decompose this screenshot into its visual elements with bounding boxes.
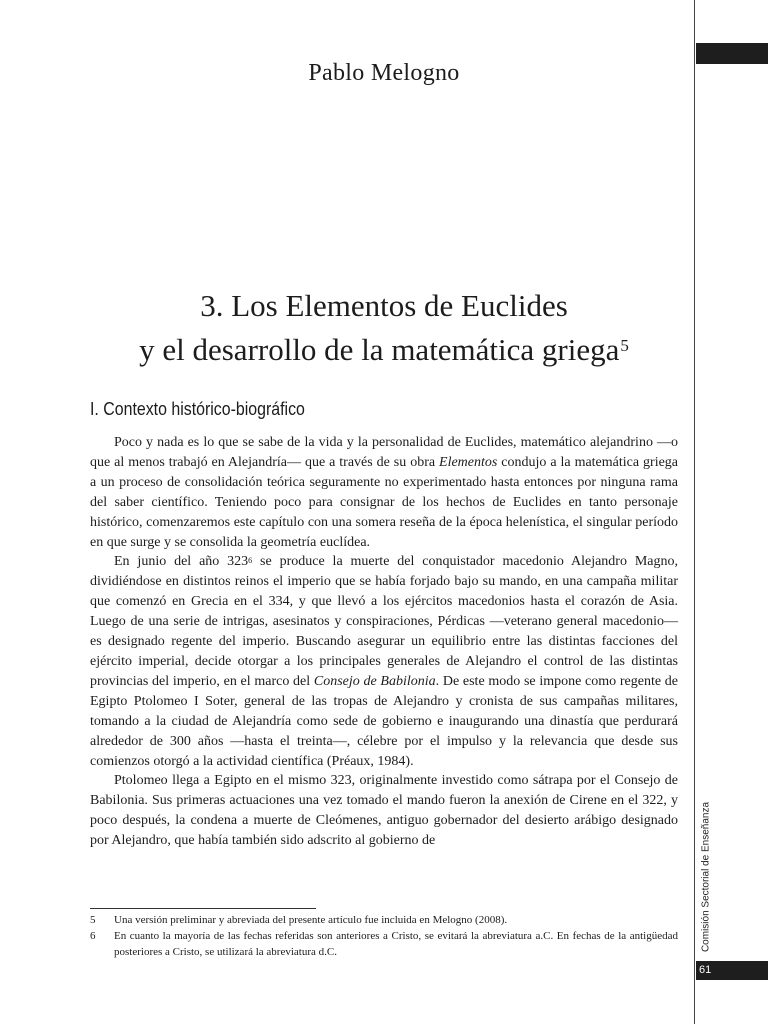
- chapter-title-line2-text: y el desarrollo de la matemática griega: [139, 332, 620, 367]
- side-label-text: Comisión Sectorial de Enseñanza: [700, 801, 712, 953]
- margin-rule: [694, 0, 695, 1024]
- paragraph-1: [90, 433, 678, 552]
- p2-italic: Consejo de Babilonia: [313, 673, 436, 689]
- side-label: [700, 800, 714, 955]
- footnote-text: En cuanto la mayoría de las fechas referidas son anteriores a Cristo, se evitará la abreviatura a.C. En fechas de la antigüedad posteriores a Cristo, se utilizará la abreviatura d.C.: [114, 930, 678, 958]
- p1-text-a: Poco y nada es lo que se sabe de la vida y la personalidad de Euclides, matemático alejandrino —o que al menos trabajó en Alejandría— que a través de su obra: [90, 435, 678, 470]
- footnote-ref-5: 5: [620, 336, 629, 355]
- p1-italic: Elementos: [439, 454, 498, 470]
- chapter-title-line2: [0, 328, 768, 372]
- footnote-number: 5: [90, 914, 96, 926]
- chapter-title-line1: 3. Los Elementos de Euclides: [200, 288, 568, 323]
- p2-text-b: se produce la muerte del conquistador macedonio Alejandro Magno, dividiéndose en distintos reinos el imperio que se había forjado bajo su mando, en una campaña militar que comenzó en Grecia en el 334, y que llevó a los ejércitos macedonios hasta el corazón de Asia. Luego de una serie de intrigas, asesinatos y conspiraciones, Pérdicas —veterano general macedonio— es designado regente del imperio. Buscando asegurar un equilibrio entre las distintas facciones del ejército imperial, decide otorgar a los principales generales de Alejandro el control de las distintas provincias del imperio, en el marco del: [90, 554, 679, 689]
- p2-text-a: En junio del año 323: [114, 554, 249, 570]
- section-heading: I. Contexto histórico-biográfico: [90, 398, 305, 419]
- footnote-ref-6: 6: [248, 556, 253, 566]
- footnote-5: [90, 912, 678, 928]
- chapter-title: [0, 284, 768, 372]
- page-number-bar: [696, 961, 768, 980]
- page-number: 61: [699, 964, 712, 976]
- author-name: Pablo Melogno: [308, 60, 460, 86]
- footnotes: [90, 912, 678, 960]
- body-text: [90, 433, 678, 851]
- footnote-divider: [90, 908, 316, 909]
- paragraph-2: [90, 552, 678, 771]
- footnote-text: Una versión preliminar y abreviada del presente artículo fue incluida en Melogno (2008).: [114, 914, 508, 926]
- p2-text-c: . De este modo se impone como regente de Egipto Ptolomeo I Soter, general de las tropas de Alejandro y cronista de sus campañas militares, tomando a la ciudad de Alejandría como sede de gobierno e inaugurando una dinastía que perdurará alrededor de 300 años —hasta el treinta—, célebre por el impulso y la relevancia que desde sus comienzos otorgó a la actividad científica (Préaux, 1984).: [90, 673, 678, 769]
- paragraph-3: Ptolomeo llega a Egipto en el mismo 323, originalmente investido como sátrapa por el Consejo de Babilonia. Sus primeras actuaciones una vez tomado el mando fueron la anexión de Cirene en el 322, y poco después, la condena a muerte de Cleómenes, antiguo gobernador del desierto arábigo designado por Alejandro, que había también sido adscrito al gobierno de: [90, 773, 678, 849]
- footnote-6: [90, 928, 678, 960]
- footnote-number: 6: [90, 930, 96, 942]
- p1-text-b: condujo a la matemática griega a un proceso de consolidación teórica seguramente no experimentado hasta entonces por ninguna rama del saber científico. Teniendo poco para consignar de los hechos de Euclides en tanto personaje histórico, comenzaremos este capítulo con una somera reseña de la época helenística, el singular período en que surge y se consolida la geometría euclídea.: [90, 454, 679, 550]
